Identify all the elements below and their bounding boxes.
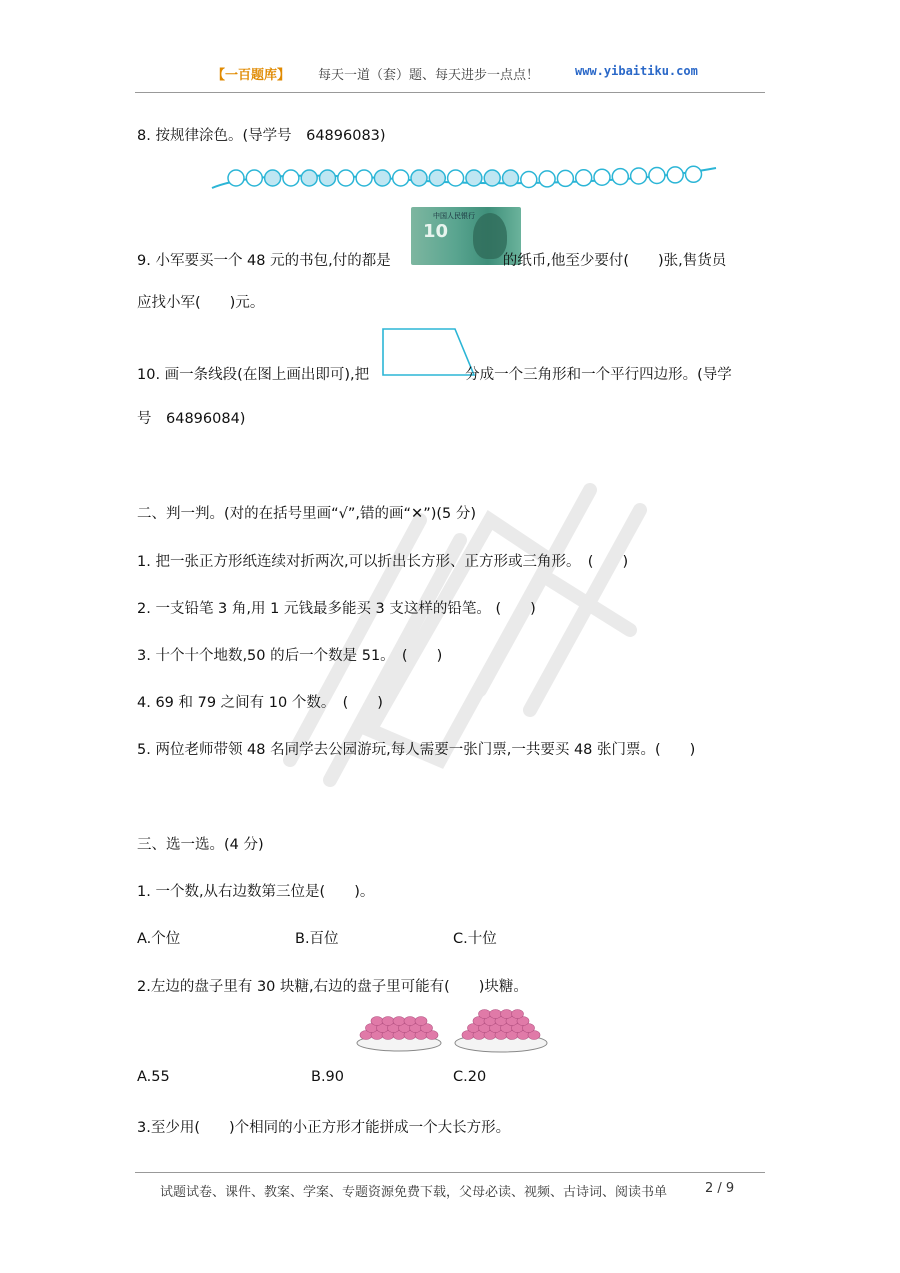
candy — [404, 1017, 416, 1026]
bead[interactable] — [539, 171, 555, 187]
bead[interactable] — [338, 170, 354, 186]
judge-item-4: 4. 69 和 79 之间有 10 个数。 ( ) — [137, 695, 383, 711]
bead[interactable] — [484, 170, 500, 186]
bead[interactable] — [301, 170, 317, 186]
question-10-line1 — [137, 363, 732, 384]
bead[interactable] — [448, 170, 464, 186]
header-slogan: 每天一道（套）题、每天进步一点点！ — [318, 68, 540, 83]
candy — [371, 1017, 383, 1026]
choice-2-option-a[interactable]: A.55 — [137, 1069, 170, 1085]
judge-item-3: 3. 十个十个地数,50 的后一个数是 51。 ( ) — [137, 648, 443, 664]
header-divider — [135, 92, 765, 93]
judge-item-1: 1. 把一张正方形纸连续对折两次,可以折出长方形、正方形或三角形。 ( ) — [137, 554, 629, 570]
bead[interactable] — [283, 170, 299, 186]
bead[interactable] — [393, 170, 409, 186]
site-url-link[interactable]: www.yibaitiku.com — [575, 64, 698, 78]
judge-item-5: 5. 两位老师带领 48 名同学去公园游玩,每人需要一张门票,一共要买 48 张门票。( ) — [137, 742, 696, 758]
watermark-logo — [250, 430, 670, 850]
section-2-title: 二、判一判。(对的在括号里画“√”,错的画“✕”)(5 分) — [137, 506, 477, 522]
bead[interactable] — [631, 168, 647, 184]
bead[interactable] — [411, 170, 427, 186]
choice-1-option-a[interactable]: A.个位 — [137, 931, 181, 947]
bead[interactable] — [466, 170, 482, 186]
bead[interactable] — [429, 170, 445, 186]
question-10-line2: 号 64896084) — [137, 411, 246, 427]
bead[interactable] — [265, 170, 281, 186]
candy — [415, 1017, 427, 1026]
candy — [490, 1010, 502, 1019]
bead[interactable] — [649, 168, 665, 184]
question-9-line2: 应找小军( )元。 — [137, 295, 265, 311]
bead[interactable] — [503, 170, 519, 186]
section-3-title: 三、选一选。(4 分) — [137, 837, 264, 853]
footer-divider — [135, 1172, 765, 1173]
q10-part2: 分成一个三角形和一个平行四边形。(导学 — [465, 367, 732, 383]
bead-string[interactable] — [210, 160, 720, 200]
bead[interactable] — [246, 170, 262, 186]
choice-1-option-c[interactable]: C.十位 — [453, 931, 497, 947]
bead[interactable] — [612, 169, 628, 185]
bead[interactable] — [686, 166, 702, 182]
question-8: 8. 按规律涂色。(导学号 64896083) — [137, 128, 386, 144]
choice-question-2: 2.左边的盘子里有 30 块糖,右边的盘子里可能有( )块糖。 — [137, 979, 528, 995]
candy — [393, 1017, 405, 1026]
bead[interactable] — [521, 172, 537, 188]
bead[interactable] — [594, 169, 610, 185]
bead[interactable] — [356, 170, 372, 186]
question-9-line1 — [137, 249, 726, 270]
brand-label: 【一百题库】 — [212, 68, 291, 83]
page-header — [0, 64, 900, 86]
candy — [512, 1010, 524, 1019]
bead[interactable] — [228, 170, 244, 186]
q10-part1: 10. 画一条线段(在图上画出即可),把 — [137, 367, 370, 383]
bead[interactable] — [576, 170, 592, 186]
ten-yuan-banknote-image: 中国人民银行 10 — [411, 207, 521, 265]
q9-part2: 的纸币,他至少要付( )张,售货员 — [502, 253, 727, 269]
candy — [501, 1010, 513, 1019]
choice-1-option-b[interactable]: B.百位 — [295, 931, 339, 947]
bead[interactable] — [320, 170, 336, 186]
bead[interactable] — [557, 170, 573, 186]
choice-2-option-c[interactable]: C.20 — [453, 1069, 487, 1085]
page-number: 2 / 9 — [705, 1181, 735, 1196]
choice-2-option-b[interactable]: B.90 — [311, 1069, 345, 1085]
footer-text: 试题试卷、课件、教案、学案、专题资源免费下载，父母必读、视频、古诗词、阅读书单 — [160, 1185, 668, 1200]
choice-question-1: 1. 一个数,从右边数第三位是( )。 — [137, 884, 375, 900]
candy — [479, 1010, 491, 1019]
choice-question-3: 3.至少用( )个相同的小正方形才能拼成一个大长方形。 — [137, 1120, 511, 1136]
judge-item-2: 2. 一支铅笔 3 角,用 1 元钱最多能买 3 支这样的铅笔。 ( ) — [137, 601, 536, 617]
candy-plates-image — [355, 1005, 550, 1055]
q9-part1: 9. 小军要买一个 48 元的书包,付的都是 — [137, 253, 391, 269]
candy — [382, 1017, 394, 1026]
bead[interactable] — [374, 170, 390, 186]
bead[interactable] — [667, 167, 683, 183]
